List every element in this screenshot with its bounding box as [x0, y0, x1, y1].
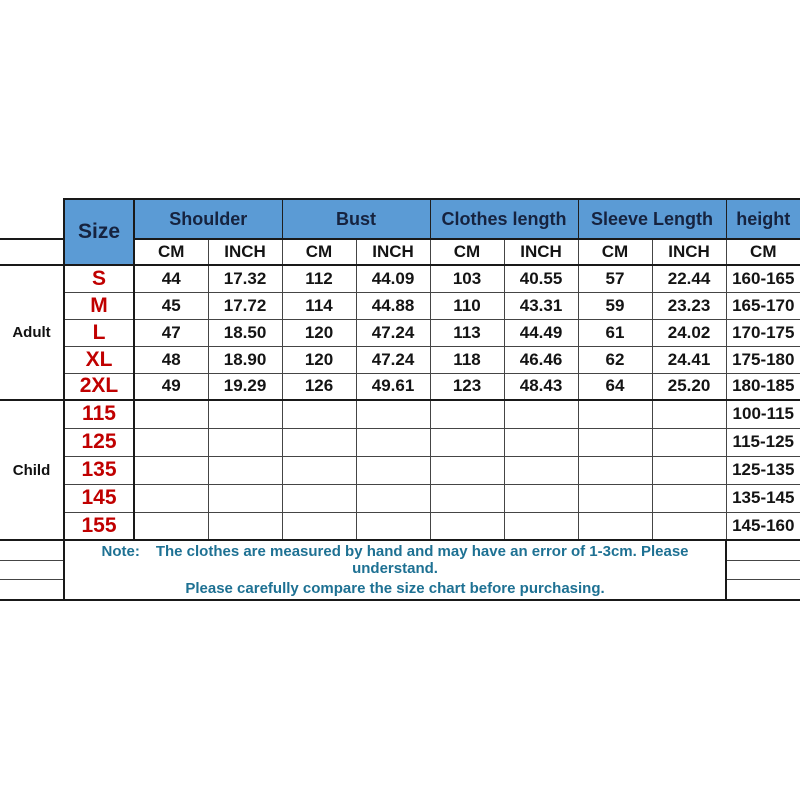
unit-header-sleeve-cm: CM [578, 239, 652, 265]
empty-value-cell [208, 400, 282, 428]
value-cell: 48 [134, 346, 208, 373]
empty-value-cell [578, 484, 652, 512]
empty-value-cell [208, 484, 282, 512]
value-cell: 18.50 [208, 319, 282, 346]
table-row-adult-l [0, 319, 800, 346]
height-cell: 115-125 [726, 428, 800, 456]
size-cell: 155 [64, 512, 134, 540]
margin-sub-cell [0, 239, 64, 265]
size-cell: L [64, 319, 134, 346]
empty-value-cell [356, 512, 430, 540]
empty-value-cell [504, 400, 578, 428]
value-cell: 62 [578, 346, 652, 373]
value-cell: 57 [578, 265, 652, 292]
value-cell: 64 [578, 373, 652, 400]
empty-value-cell [282, 428, 356, 456]
size-cell: 125 [64, 428, 134, 456]
size-cell: 2XL [64, 373, 134, 400]
size-chart-table [0, 198, 800, 601]
empty-value-cell [134, 456, 208, 484]
margin-mini-cell [727, 580, 800, 599]
height-cell: 170-175 [726, 319, 800, 346]
table-row-child-125 [0, 428, 800, 456]
height-cell: 100-115 [726, 400, 800, 428]
value-cell: 126 [282, 373, 356, 400]
value-cell: 48.43 [504, 373, 578, 400]
value-cell: 120 [282, 346, 356, 373]
empty-value-cell [134, 512, 208, 540]
empty-value-cell [430, 456, 504, 484]
value-cell: 23.23 [652, 292, 726, 319]
column-group-sleeve-length: Sleeve Length [578, 199, 726, 239]
note-row [0, 540, 800, 600]
empty-value-cell [356, 428, 430, 456]
value-cell: 19.29 [208, 373, 282, 400]
empty-value-cell [282, 400, 356, 428]
value-cell: 44.09 [356, 265, 430, 292]
empty-value-cell [652, 512, 726, 540]
unit-header-bust-inch: INCH [356, 239, 430, 265]
margin-mini-cell [727, 541, 800, 561]
value-cell: 47 [134, 319, 208, 346]
value-cell: 120 [282, 319, 356, 346]
margin-mini-cell [0, 541, 63, 561]
column-group-bust: Bust [282, 199, 430, 239]
empty-value-cell [282, 484, 356, 512]
empty-value-cell [356, 484, 430, 512]
empty-value-cell [430, 484, 504, 512]
value-cell: 118 [430, 346, 504, 373]
value-cell: 110 [430, 292, 504, 319]
empty-value-cell [208, 428, 282, 456]
empty-value-cell [652, 400, 726, 428]
empty-value-cell [652, 456, 726, 484]
value-cell: 61 [578, 319, 652, 346]
value-cell: 22.44 [652, 265, 726, 292]
note-line-2: Please carefully compare the size chart before purchasing. [185, 580, 605, 597]
empty-value-cell [134, 400, 208, 428]
table-row-adult-2xl [0, 373, 800, 400]
margin-mini-cell [727, 561, 800, 581]
unit-header-clothes-cm: CM [430, 239, 504, 265]
empty-value-cell [578, 456, 652, 484]
empty-value-cell [208, 456, 282, 484]
empty-value-cell [356, 400, 430, 428]
height-cell: 165-170 [726, 292, 800, 319]
value-cell: 44.88 [356, 292, 430, 319]
value-cell: 18.90 [208, 346, 282, 373]
row-group-label-child: Child [0, 400, 64, 540]
table-row-adult-s [0, 265, 800, 292]
height-cell: 145-160 [726, 512, 800, 540]
height-cell: 125-135 [726, 456, 800, 484]
size-cell: 145 [64, 484, 134, 512]
empty-value-cell [504, 484, 578, 512]
margin-mini-cells-left [0, 540, 64, 600]
group-header-row [0, 199, 800, 239]
size-cell: XL [64, 346, 134, 373]
table-row-adult-m [0, 292, 800, 319]
empty-value-cell [652, 428, 726, 456]
unit-header-bust-cm: CM [282, 239, 356, 265]
value-cell: 103 [430, 265, 504, 292]
empty-value-cell [652, 484, 726, 512]
unit-header-shoulder-cm: CM [134, 239, 208, 265]
note-text-1: The clothes are measured by hand and may have an error of 1-3cm. Please understand. [155, 543, 689, 577]
note-label: Note: [101, 543, 140, 560]
empty-value-cell [356, 456, 430, 484]
value-cell: 46.46 [504, 346, 578, 373]
value-cell: 17.32 [208, 265, 282, 292]
value-cell: 43.31 [504, 292, 578, 319]
empty-value-cell [504, 512, 578, 540]
value-cell: 25.20 [652, 373, 726, 400]
column-group-clothes-length: Clothes length [430, 199, 578, 239]
value-cell: 24.02 [652, 319, 726, 346]
value-cell: 114 [282, 292, 356, 319]
row-group-label-adult: Adult [0, 265, 64, 400]
height-cell: 175-180 [726, 346, 800, 373]
empty-value-cell [578, 400, 652, 428]
value-cell: 17.72 [208, 292, 282, 319]
margin-blank-cell [0, 199, 64, 239]
value-cell: 59 [578, 292, 652, 319]
empty-value-cell [430, 428, 504, 456]
value-cell: 47.24 [356, 319, 430, 346]
value-cell: 44.49 [504, 319, 578, 346]
value-cell: 24.41 [652, 346, 726, 373]
value-cell: 47.24 [356, 346, 430, 373]
table-row-child-135 [0, 456, 800, 484]
empty-value-cell [430, 400, 504, 428]
value-cell: 112 [282, 265, 356, 292]
unit-header-height-cm: CM [726, 239, 800, 265]
size-cell: M [64, 292, 134, 319]
column-group-height: height [726, 199, 800, 239]
note-box [64, 540, 726, 600]
empty-value-cell [430, 512, 504, 540]
value-cell: 40.55 [504, 265, 578, 292]
value-cell: 123 [430, 373, 504, 400]
table-row-child-145 [0, 484, 800, 512]
height-cell: 135-145 [726, 484, 800, 512]
value-cell: 45 [134, 292, 208, 319]
table-row-child-155 [0, 512, 800, 540]
empty-value-cell [504, 456, 578, 484]
size-column-header: Size [64, 199, 134, 265]
empty-value-cell [578, 428, 652, 456]
value-cell: 113 [430, 319, 504, 346]
column-group-shoulder: Shoulder [134, 199, 282, 239]
empty-value-cell [282, 456, 356, 484]
margin-mini-cell [0, 561, 63, 581]
size-cell: S [64, 265, 134, 292]
margin-mini-cell [0, 580, 63, 599]
height-cell: 180-185 [726, 373, 800, 400]
value-cell: 44 [134, 265, 208, 292]
empty-value-cell [134, 484, 208, 512]
value-cell: 49 [134, 373, 208, 400]
unit-header-clothes-inch: INCH [504, 239, 578, 265]
size-cell: 135 [64, 456, 134, 484]
size-cell: 115 [64, 400, 134, 428]
empty-value-cell [504, 428, 578, 456]
value-cell: 49.61 [356, 373, 430, 400]
table-row-adult-xl [0, 346, 800, 373]
empty-value-cell [578, 512, 652, 540]
unit-header-shoulder-inch: INCH [208, 239, 282, 265]
margin-mini-cells-right [726, 540, 800, 600]
empty-value-cell [134, 428, 208, 456]
table-row-child-115 [0, 400, 800, 428]
unit-header-sleeve-inch: INCH [652, 239, 726, 265]
empty-value-cell [282, 512, 356, 540]
note-line-1 [65, 543, 725, 577]
height-cell: 160-165 [726, 265, 800, 292]
empty-value-cell [208, 512, 282, 540]
